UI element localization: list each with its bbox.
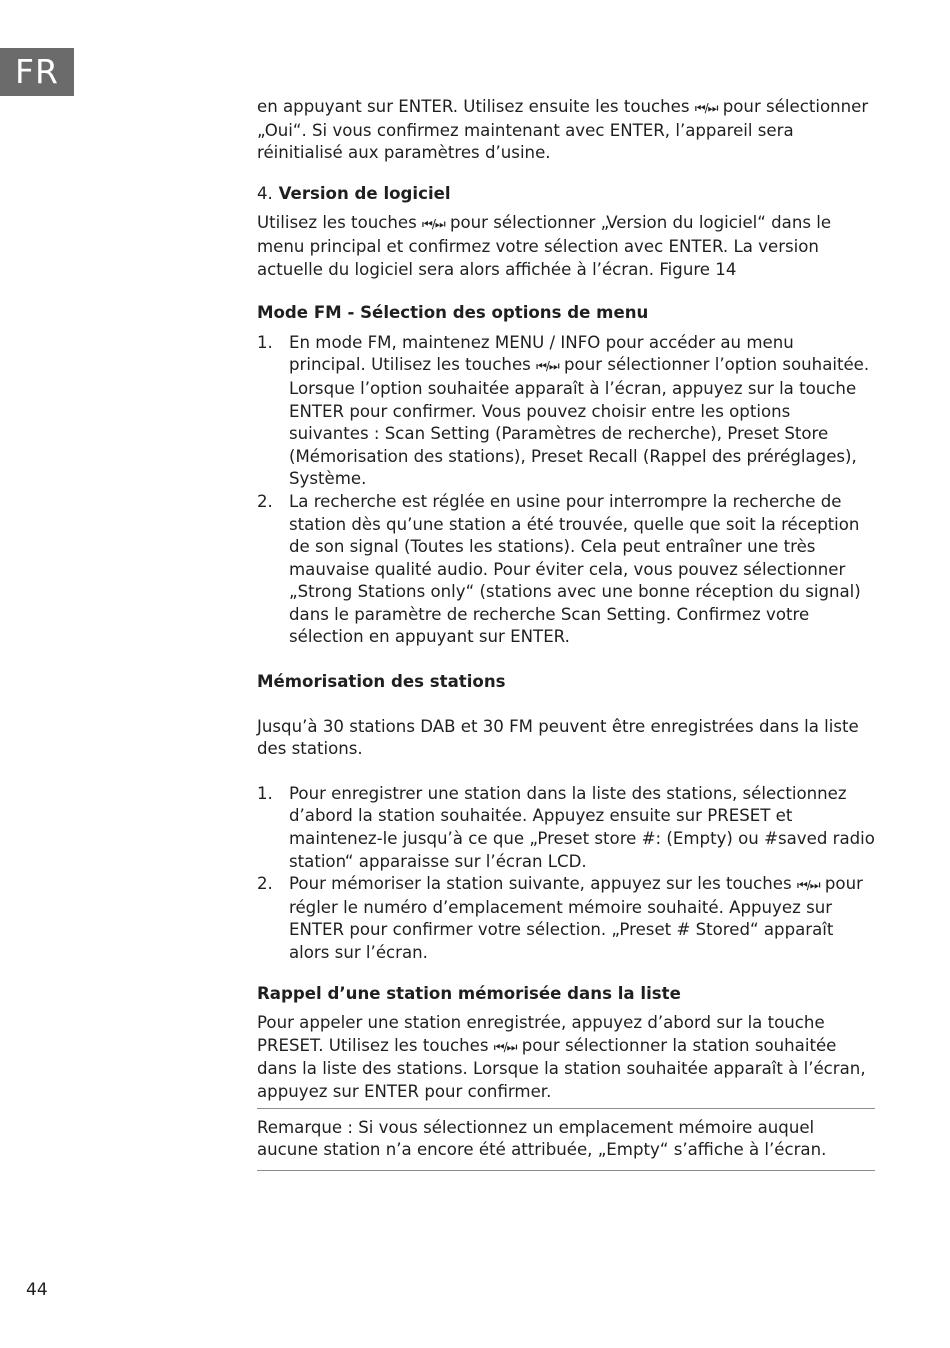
list-item-text-b: pour régler le numéro d’emplacement mémoire souhaité. Appuyez sur ENTER pour confirmer votre sélection. „Preset # Stored“ apparaît alors sur l’écran.	[289, 874, 863, 962]
memorisation-list	[257, 783, 875, 965]
fm-mode-list	[257, 332, 875, 649]
list-item-text-a: Pour mémoriser la station suivante, appuyez sur les touches	[289, 874, 797, 894]
list-item	[257, 783, 875, 873]
list-item-number: 2.	[257, 874, 273, 894]
intro-text-b: pour sélectionner „Oui“. Si vous confirmez maintenant avec ENTER, l’appareil sera réinitialisé aux paramètres d’usine.	[257, 97, 869, 163]
list-item	[257, 332, 875, 491]
rappel-heading: Rappel d’une station mémorisée dans la liste	[257, 983, 681, 1003]
list-item-text: La recherche est réglée en usine pour interrompre la recherche de station dès qu’une station a été trouvée, quelle que soit la réception de son signal (Toutes les stations). Cela peut entraîner une très mauvaise qualité audio. Pour éviter cela, vous pouvez sélectionner „Strong Stations only“ (stations avec une bonne réception du signal) dans le paramètre de recherche Scan Setting. Confirmez votre sélection en appuyant sur ENTER.	[289, 491, 861, 647]
intro-paragraph	[257, 96, 875, 165]
version-number: 4.	[257, 183, 273, 203]
memorisation-heading: Mémorisation des stations	[257, 672, 506, 692]
list-item-text-a: En mode FM, maintenez MENU / INFO pour accéder au menu principal. Utilisez les touches	[289, 332, 794, 375]
prev-next-icon: ⏮/⏭	[493, 1039, 517, 1054]
version-paragraph	[257, 212, 875, 281]
prev-next-icon: ⏮/⏭	[796, 878, 820, 893]
list-item-text-b: pour sélectionner l’option souhaitée. Lorsque l’option souhaitée apparaît à l’écran, appuyez sur la touche ENTER pour confirmer. Vous pouvez choisir entre les options suivantes : Scan Setting (Paramètres de recherche), Preset Store (Mémorisation des stations), Preset Recall (Rappel des préréglages), Système.	[289, 355, 870, 489]
list-item	[257, 491, 875, 649]
prev-next-icon: ⏮/⏭	[536, 359, 559, 374]
list-item-number: 1.	[257, 783, 273, 803]
list-item-number: 2.	[257, 491, 273, 511]
page-content	[257, 96, 875, 1171]
fm-mode-heading: Mode FM - Sélection des options de menu	[257, 303, 649, 323]
memorisation-intro: Jusqu’à 30 stations DAB et 30 FM peuvent être enregistrées dans la liste des stations.	[257, 716, 859, 759]
version-text-b: pour sélectionner „Version du logiciel“ dans le menu principal et confirmez votre sélection avec ENTER. La version actuelle du logiciel sera alors affichée à l’écran. Figure 14	[257, 213, 832, 279]
version-heading	[257, 183, 875, 206]
list-item	[257, 873, 875, 964]
rappel-text-b: pour sélectionner la station souhaitée dans la liste des stations. Lorsque la station souhaitée apparaît à l’écran, appuyez sur ENTER pour confirmer.	[257, 1035, 866, 1101]
list-item-number: 1.	[257, 332, 273, 352]
prev-next-icon: ⏮/⏭	[422, 217, 445, 232]
version-text-a: Utilisez les touches	[257, 213, 423, 233]
rappel-text-a: Pour appeler une station enregistrée, appuyez d’abord sur la touche PRESET. Utilisez les touches	[257, 1013, 825, 1055]
version-title: Version de logiciel	[278, 183, 451, 203]
note-text: Remarque : Si vous sélectionnez un emplacement mémoire auquel aucune station n’a encore été attribuée, „Empty“ s’affiche à l’écran.	[257, 1117, 827, 1160]
prev-next-icon: ⏮/⏭	[694, 101, 718, 115]
note-box	[257, 1108, 875, 1171]
list-item-text: Pour enregistrer une station dans la liste des stations, sélectionnez d’abord la station souhaitée. Appuyez ensuite sur PRESET et maintenez-le jusqu’à ce que „Preset store #: (Empty) ou #saved radio station“ apparaisse sur l’écran LCD.	[289, 783, 875, 871]
page-number: 44	[26, 1280, 48, 1300]
language-tab: FR	[0, 48, 74, 96]
rappel-paragraph	[257, 1012, 875, 1103]
intro-text-a: en appuyant sur ENTER. Utilisez ensuite les touches	[257, 97, 695, 116]
